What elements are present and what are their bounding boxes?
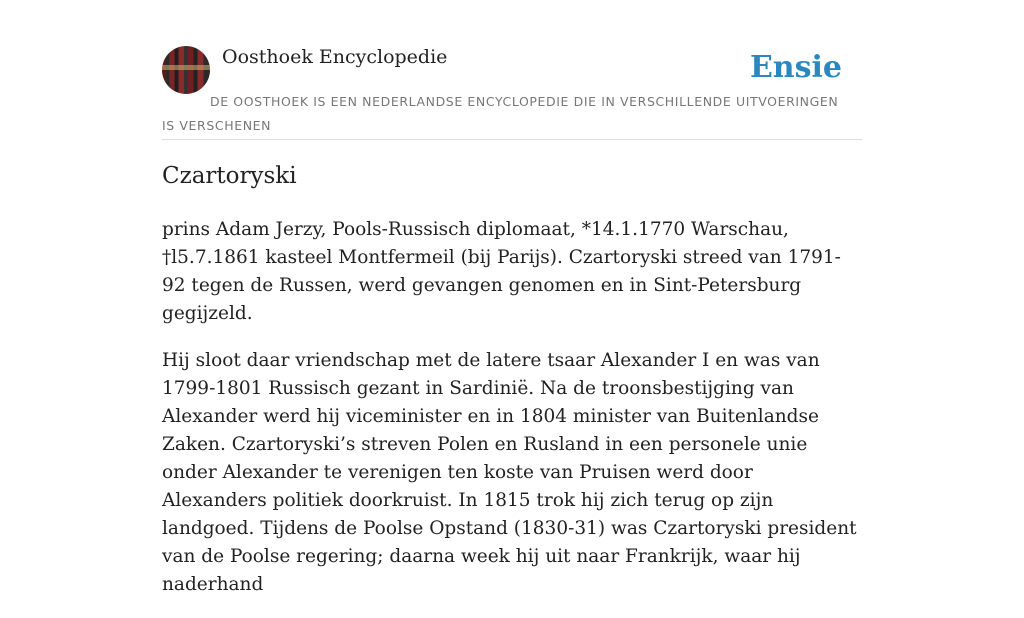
ensie-logo[interactable]: Ensie bbox=[749, 50, 842, 85]
header-divider bbox=[162, 139, 862, 140]
site-name[interactable]: Oosthoek Encyclopedie bbox=[222, 46, 448, 68]
article-title: Czartoryski bbox=[162, 163, 297, 189]
article-paragraph: Hij sloot daar vriendschap met de latere tsaar Alexander I en was van 1799-1801 Russisch gezant in Sardinië. Na de troonsbestijging van Alexander werd hij viceminister en in 1804 minister van Buitenlandse Zaken. Czartoryski’s streven Polen en Rusland in een personele unie onder Alexander te verenigen ten koste van Pruisen werd door Alexanders politiek doorkruist. In 1815 trok hij zich terug op zijn landgoed. Tijdens de Poolse Opstand (1830-31) was Czartoryski president van de Poolse regering; daarna week hij uit naar Frankrijk, waar hij naderhand bbox=[162, 350, 857, 595]
site-header bbox=[162, 46, 862, 140]
article-paragraph: prins Adam Jerzy, Pools-Russisch diplomaat, *14.1.1770 Warschau, †l5.7.1861 kasteel Montfermeil (bij Parijs). Czartoryski streed van 1791-92 tegen de Russen, werd gevangen genomen en in Sint-Petersburg gegijzeld. bbox=[162, 219, 841, 324]
article-body bbox=[162, 216, 862, 618]
book-spines-icon[interactable] bbox=[162, 46, 210, 94]
site-tagline: DE OOSTHOEK IS EEN NEDERLANDSE ENCYCLOPEDIE DIE IN VERSCHILLENDE UITVOERINGEN IS VERSCHENEN bbox=[162, 94, 839, 133]
